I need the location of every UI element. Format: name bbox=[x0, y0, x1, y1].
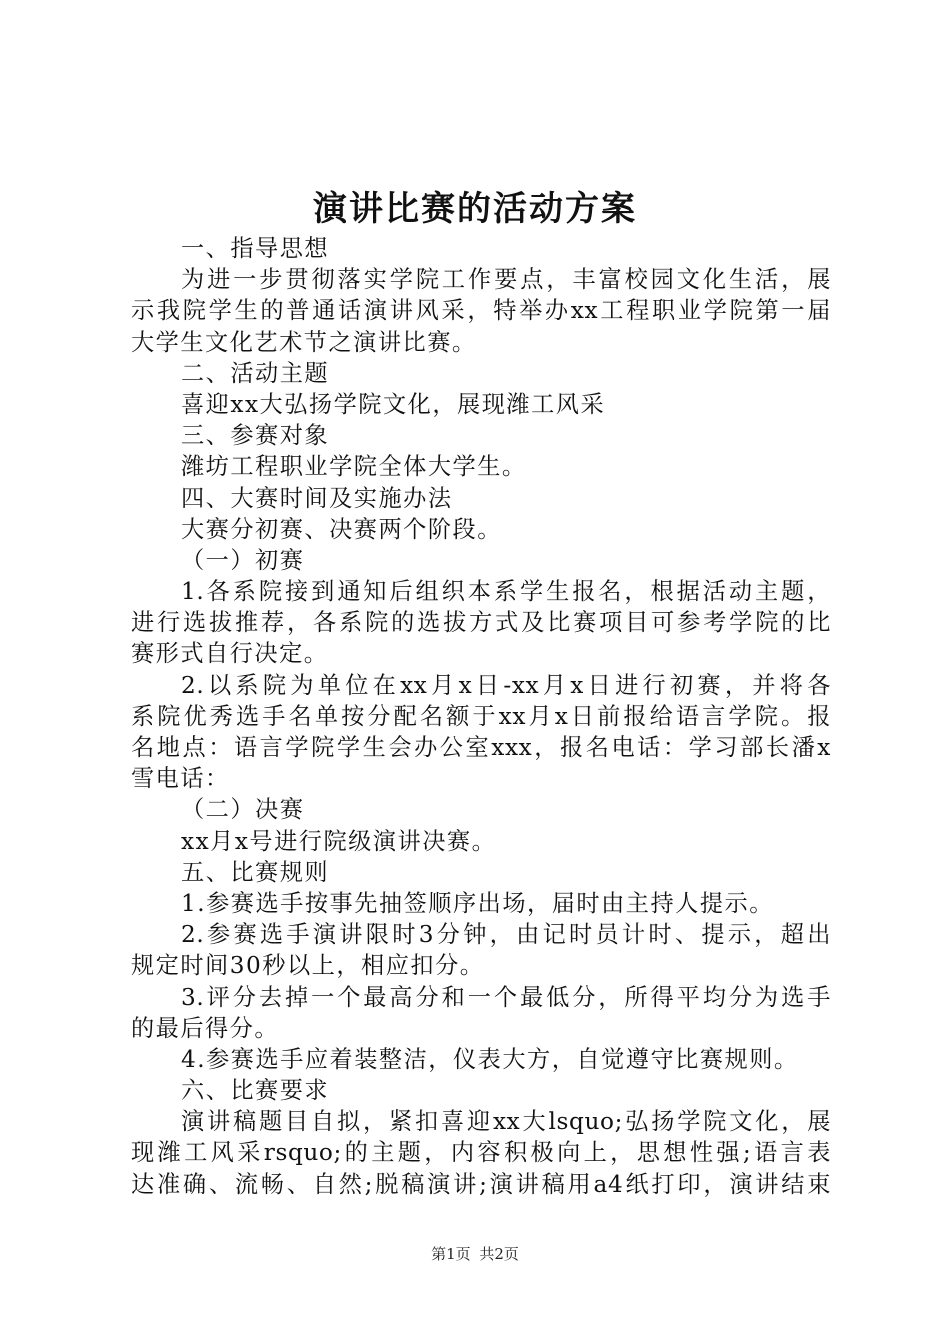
text-line: 为进一步贯彻落实学院工作要点，丰富校园文化生活，展 bbox=[181, 266, 831, 294]
text-line: 1.各系院接到通知后组织本系学生报名，根据活动主题， bbox=[181, 578, 831, 606]
text-line: 系院优秀选手名单按分配名额于xx月x日前报给语言学院。报 bbox=[131, 702, 831, 730]
text-line: xx月x号进行院级演讲决赛。 bbox=[181, 827, 497, 855]
document-title: 演讲比赛的活动方案 bbox=[313, 189, 637, 229]
text-line: 大赛分初赛、决赛两个阶段。 bbox=[181, 515, 502, 543]
text-line: 的最后得分。 bbox=[131, 1014, 280, 1042]
text-line: 三、参赛对象 bbox=[181, 422, 330, 450]
text-line: 达准确、流畅、自然;脱稿演讲;演讲稿用a4纸打印，演讲结束 bbox=[131, 1170, 831, 1198]
text-line: 2.参赛选手演讲限时3分钟，由记时员计时、提示，超出 bbox=[181, 921, 831, 949]
page-footer bbox=[0, 1243, 950, 1265]
text-line: 一、指导思想 bbox=[181, 235, 330, 262]
text-line: 3.评分去掉一个最高分和一个最低分，所得平均分为选手 bbox=[181, 983, 831, 1011]
text-line: 名地点：语言学院学生会办公室xxx，报名电话：学习部长潘x bbox=[131, 734, 831, 761]
text-line: 六、比赛要求 bbox=[181, 1077, 330, 1105]
page-total: 共2页 bbox=[479, 1245, 519, 1263]
text-line: 喜迎xx大弘扬学院文化，展现潍工风采 bbox=[181, 390, 606, 418]
text-line: 1.参赛选手按事先抽签顺序出场，届时由主持人提示。 bbox=[181, 889, 774, 917]
text-line: 演讲稿题目自拟，紧扣喜迎xx大lsquo;弘扬学院文化，展 bbox=[181, 1108, 831, 1136]
page-number: 第1页 bbox=[431, 1245, 471, 1263]
text-line: （一）初赛 bbox=[181, 546, 305, 574]
text-line: 潍坊工程职业学院全体大学生。 bbox=[181, 453, 527, 481]
text-line: 四、大赛时间及实施办法 bbox=[181, 484, 453, 512]
text-line: 五、比赛规则 bbox=[181, 858, 330, 886]
text-line: 大学生文化艺术节之演讲比赛。 bbox=[131, 328, 477, 356]
text-line: 示我院学生的普通话演讲风采，特举办xx工程职业学院第一届 bbox=[131, 297, 831, 325]
text-line: 2.以系院为单位在xx月x日-xx月x日进行初赛，并将各 bbox=[181, 671, 831, 699]
text-line: （二）决赛 bbox=[181, 796, 305, 824]
text-line: 雪电话： bbox=[131, 765, 230, 793]
document-body bbox=[131, 233, 831, 1200]
text-line: 进行选拔推荐，各系院的选拔方式及比赛项目可参考学院的比 bbox=[131, 609, 831, 637]
text-line: 二、活动主题 bbox=[181, 359, 330, 387]
text-line: 现潍工风采rsquo;的主题，内容积极向上，思想性强;语言表 bbox=[131, 1139, 831, 1167]
text-line: 赛形式自行决定。 bbox=[131, 640, 329, 668]
text-line: 规定时间30秒以上，相应扣分。 bbox=[131, 952, 485, 980]
text-line: 4.参赛选手应着装整洁，仪表大方，自觉遵守比赛规则。 bbox=[181, 1045, 799, 1073]
